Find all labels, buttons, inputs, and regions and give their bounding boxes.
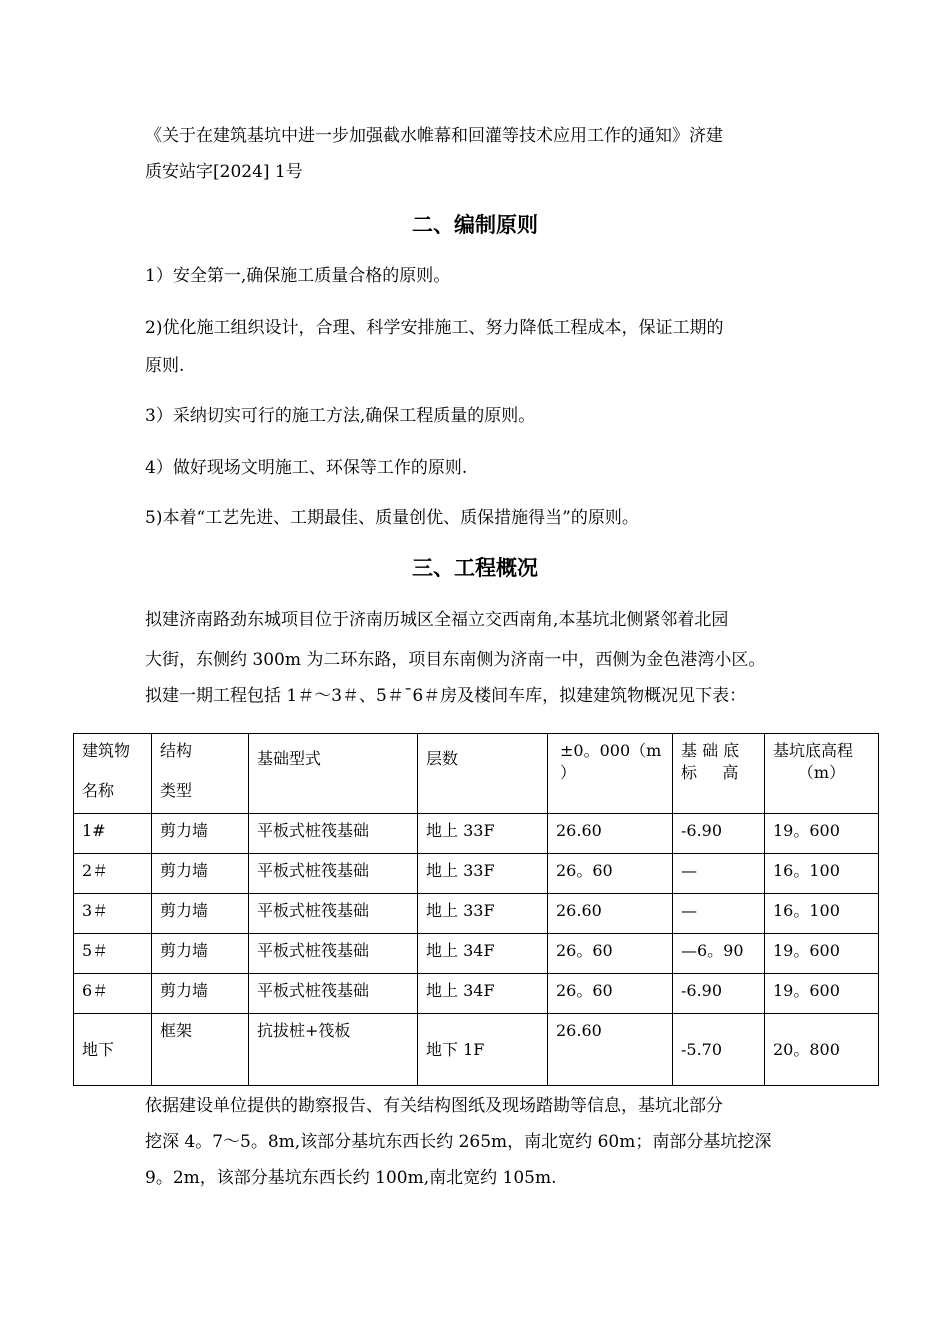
intro-line-2: 质安站字[2024] 1号 [145, 162, 303, 182]
table-cell: 16。100 [765, 854, 879, 894]
table-cell: 6＃ [74, 974, 152, 1014]
table-cell: 2＃ [74, 854, 152, 894]
table-cell: 平板式桩筏基础 [249, 854, 418, 894]
table-row [74, 1014, 879, 1086]
table-cell: 剪力墙 [152, 934, 249, 974]
table-cell: 19。600 [765, 934, 879, 974]
table-cell: 地下 1F [418, 1014, 548, 1086]
table-cell: -5.70 [673, 1014, 765, 1086]
overview-line-3: 拟建一期工程包括 1＃～3＃、5＃¯6＃房及楼间车库，拟建建筑物概况见下表： [145, 686, 747, 706]
table-cell: 1# [74, 814, 152, 854]
header-floors: 层数 [418, 734, 548, 814]
building-table [73, 733, 879, 1086]
table-cell: 26。60 [548, 934, 673, 974]
header-structure: 结构 类型 [152, 734, 249, 814]
header-name: 建筑物 名称 [74, 734, 152, 814]
table-header-row [74, 734, 879, 814]
section-2-title: 二、编制原则 [412, 213, 538, 237]
table-cell: 剪力墙 [152, 974, 249, 1014]
intro-line-1: 《关于在建筑基坑中进一步加强截水帷幕和回灌等技术应用工作的通知》济建 [145, 126, 723, 146]
table-row [74, 854, 879, 894]
table-cell: 剪力墙 [152, 814, 249, 854]
table-cell: 抗拔桩+筏板 [249, 1014, 418, 1086]
table-cell: — [673, 894, 765, 934]
header-base: 基 础 底 标 高 [673, 734, 765, 814]
table-cell: 地上 34F [418, 974, 548, 1014]
principle-5: 5)本着“工艺先进、工期最佳、质量创优、质保措施得当”的原则。 [145, 508, 639, 528]
table-cell: 地下 [74, 1014, 152, 1086]
table-cell: 剪力墙 [152, 854, 249, 894]
principle-1: 1）安全第一,确保施工质量合格的原则。 [145, 266, 451, 286]
section-3-title: 三、工程概况 [412, 556, 538, 580]
conclusion-line-1: 依据建设单位提供的勘察报告、有关结构图纸及现场踏勘等信息，基坑北部分 [145, 1096, 723, 1116]
principle-2: 2)优化施工组织设计，合理、科学安排施工、努力降低工程成本，保证工期的 [145, 318, 724, 338]
header-foundation: 基础型式 [249, 734, 418, 814]
table-row [74, 974, 879, 1014]
table-cell: 地上 33F [418, 814, 548, 854]
table-cell: 平板式桩筏基础 [249, 814, 418, 854]
conclusion-line-3: 9。2m，该部分基坑东西长约 100m,南北宽约 105m. [145, 1168, 557, 1188]
table-row [74, 934, 879, 974]
table-cell: 平板式桩筏基础 [249, 974, 418, 1014]
table-cell: 3＃ [74, 894, 152, 934]
header-pit: 基坑底高程 （m） [765, 734, 879, 814]
overview-line-2: 大街，东侧约 300m 为二环东路，项目东南侧为济南一中，西侧为金色港湾小区。 [145, 650, 766, 670]
table-cell: 26.60 [548, 1014, 673, 1086]
table-cell: 26。60 [548, 854, 673, 894]
table-cell: 19。600 [765, 814, 879, 854]
table-cell: 16。100 [765, 894, 879, 934]
table-cell: 19。600 [765, 974, 879, 1014]
principle-2-cont: 原则. [145, 356, 185, 376]
table-cell: 平板式桩筏基础 [249, 934, 418, 974]
table-row [74, 814, 879, 854]
table-cell: 地上 34F [418, 934, 548, 974]
conclusion-line-2: 挖深 4。7～5。8m,该部分基坑东西长约 265m，南北宽约 60m；南部分基坑挖深 [145, 1132, 772, 1152]
table-cell: 26。60 [548, 974, 673, 1014]
table-row [74, 894, 879, 934]
table-cell: 剪力墙 [152, 894, 249, 934]
table-cell: 26.60 [548, 894, 673, 934]
header-elevation: ±0。000（m ） [548, 734, 673, 814]
table-cell: -6.90 [673, 974, 765, 1014]
table-cell: 26.60 [548, 814, 673, 854]
table-cell: 地上 33F [418, 854, 548, 894]
table-cell: 20。800 [765, 1014, 879, 1086]
table-cell: —6。90 [673, 934, 765, 974]
table-cell: 平板式桩筏基础 [249, 894, 418, 934]
table-cell: 5＃ [74, 934, 152, 974]
principle-4: 4）做好现场文明施工、环保等工作的原则. [145, 458, 468, 478]
overview-line-1: 拟建济南路劲东城项目位于济南历城区全福立交西南角,本基坑北侧紧邻着北园 [145, 610, 729, 630]
table-cell: 地上 33F [418, 894, 548, 934]
table-cell: 框架 [152, 1014, 249, 1086]
table-cell: -6.90 [673, 814, 765, 854]
table-cell: — [673, 854, 765, 894]
principle-3: 3）采纳切实可行的施工方法,确保工程质量的原则。 [145, 406, 536, 426]
